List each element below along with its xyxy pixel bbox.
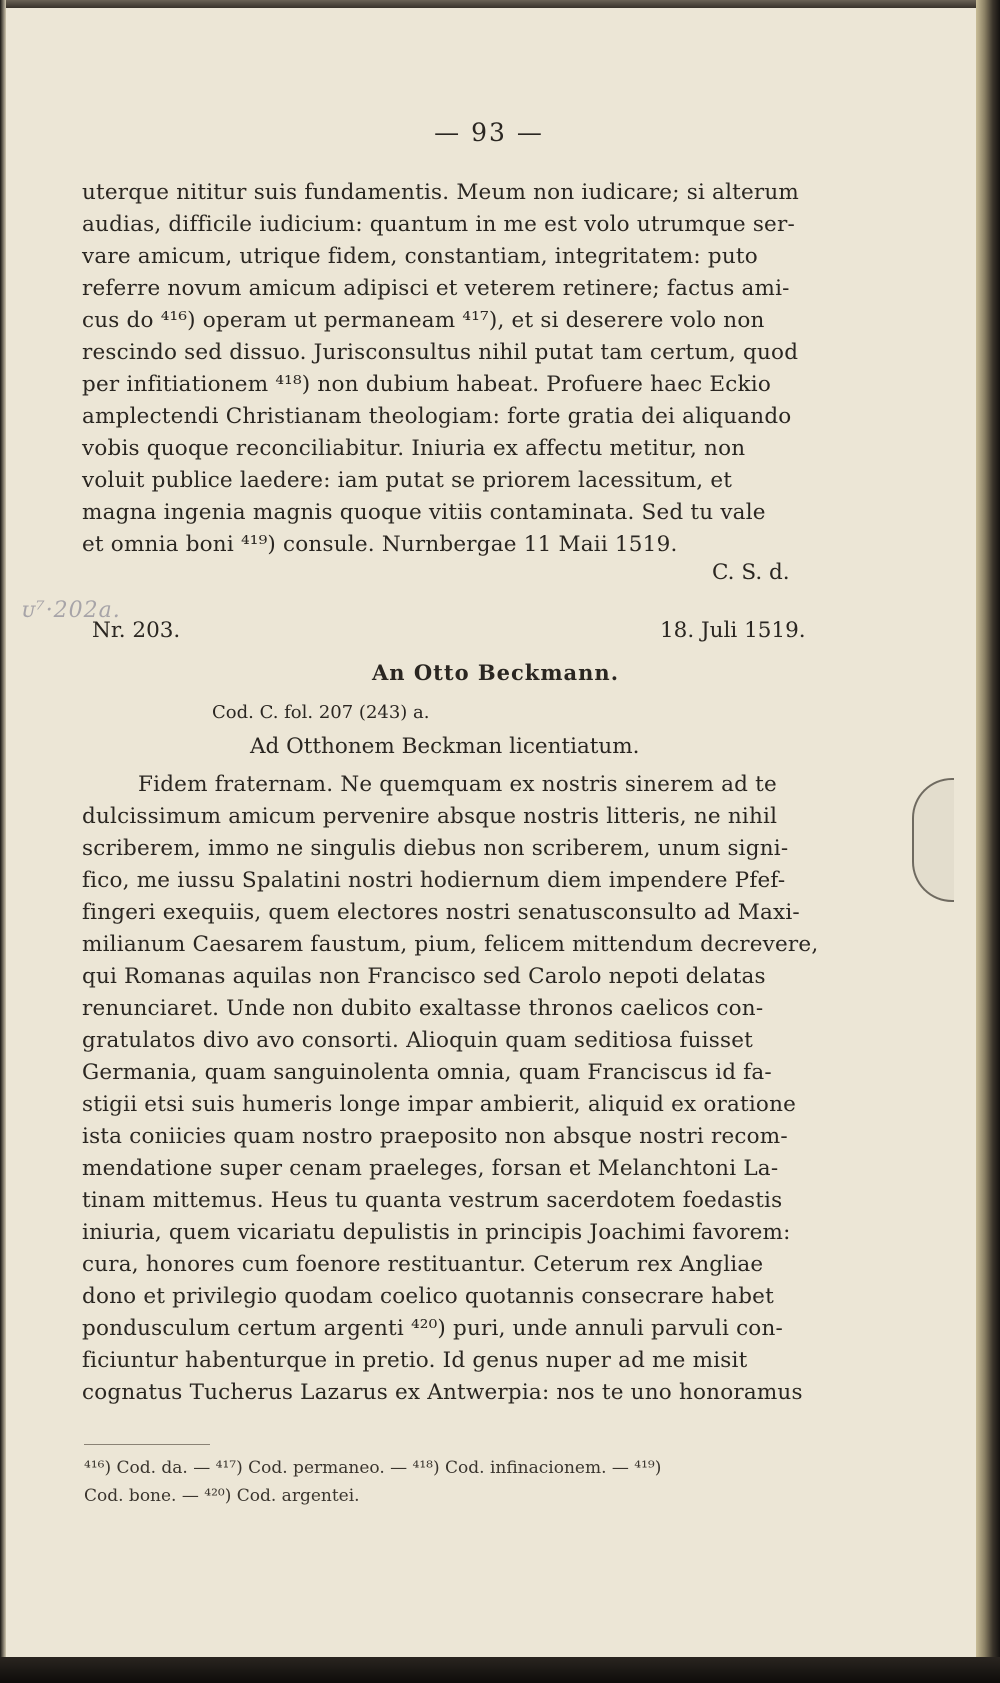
pencil-annotation: ᴜ⁷·202a. — [22, 598, 121, 623]
text-line: ista coniicies quam nostro praeposito non absque nostri recom- — [82, 1124, 788, 1149]
text-line: cura, honores cum foenore restituantur. Ceterum rex Angliae — [82, 1252, 764, 1277]
text-line: amplectendi Christianam theologiam: forte gratia dei aliquando — [82, 404, 792, 429]
text-line: cus do ⁴¹⁶) operam ut permaneam ⁴¹⁷), et si deserere volo non — [82, 308, 765, 333]
book-spine-edge — [976, 0, 1000, 1683]
text-line: stigii etsi suis humeris longe impar ambierit, aliquid ex oratione — [82, 1092, 797, 1117]
text-line: fico, me iussu Spalatini nostri hodiernum diem impendere Pfef- — [82, 868, 786, 893]
text-line: uterque nititur suis fundamentis. Meum non iudicare; si alterum — [82, 180, 800, 205]
text-line: tinam mittemus. Heus tu quanta vestrum sacerdotem foedastis — [82, 1188, 783, 1213]
text-line: et omnia boni ⁴¹⁹) consule. Nurnbergae 11 Maii 1519. — [82, 532, 678, 557]
footnote-rule — [84, 1444, 210, 1445]
text-line: scriberem, immo ne singulis diebus non scriberem, unum signi- — [82, 836, 789, 861]
footnote-line: Cod. bone. — ⁴²⁰) Cod. argentei. — [84, 1486, 360, 1506]
scan-bottom-edge — [0, 1657, 1000, 1683]
text-line: mendatione super cenam praeleges, forsan et Melanchtoni La- — [82, 1156, 779, 1181]
text-line: rescindo sed dissuo. Jurisconsultus nihil putat tam certum, quod — [82, 340, 799, 365]
text-line: iniuria, quem vicariatu depulistis in principis Joachimi favorem: — [82, 1220, 791, 1245]
page-clip — [912, 778, 954, 902]
text-line: audias, difficile iudicium: quantum in me est volo utrumque ser- — [82, 212, 795, 237]
scan-left-edge — [0, 0, 6, 1683]
text-line: Fidem fraternam. Ne quemquam ex nostris sinerem ad te — [138, 772, 777, 797]
text-line: voluit publice laedere: iam putat se priorem lacessitum, et — [82, 468, 733, 493]
text-line: magna ingenia magnis quoque vitiis contaminata. Sed tu vale — [82, 500, 766, 525]
text-line: dulcissimum amicum pervenire absque nostris litteris, ne nihil — [82, 804, 778, 829]
text-line: qui Romanas aquilas non Francisco sed Carolo nepoti delatas — [82, 964, 766, 989]
letter-heading: An Otto Beckmann. — [372, 660, 620, 685]
book-page — [0, 8, 978, 1658]
letter-date: 18. Juli 1519. — [660, 618, 806, 643]
text-line: fingeri exequiis, quem electores nostri senatusconsulto ad Maxi- — [82, 900, 800, 925]
text-line: renunciaret. Unde non dubito exaltasse thronos caelicos con- — [82, 996, 764, 1021]
text-line: Germania, quam sanguinolenta omnia, quam Franciscus id fa- — [82, 1060, 772, 1085]
signature: C. S. d. — [712, 560, 790, 585]
text-line: dono et privilegio quodam coelico quotannis consecrare habet — [82, 1284, 774, 1309]
letter-number: Nr. 203. — [92, 618, 181, 643]
footnote-line: ⁴¹⁶) Cod. da. — ⁴¹⁷) Cod. permaneo. — ⁴¹⁸) Cod. infinacionem. — ⁴¹⁹) — [84, 1458, 662, 1478]
text-line: pondusculum certum argenti ⁴²⁰) puri, unde annuli parvuli con- — [82, 1316, 783, 1341]
page-number: — 93 — — [434, 118, 544, 147]
text-line: vare amicum, utrique fidem, constantiam, integritatem: puto — [82, 244, 758, 269]
codex-reference: Cod. C. fol. 207 (243) a. — [212, 702, 430, 723]
text-line: gratulatos divo avo consorti. Alioquin quam seditiosa fuisset — [82, 1028, 753, 1053]
text-line: cognatus Tucherus Lazarus ex Antwerpia: nos te uno honoramus — [82, 1380, 803, 1405]
address-line: Ad Otthonem Beckman licentiatum. — [250, 734, 640, 759]
text-line: ficiuntur habenturque in pretio. Id genus nuper ad me misit — [82, 1348, 748, 1373]
text-line: referre novum amicum adipisci et veterem retinere; factus ami- — [82, 276, 790, 301]
text-line: vobis quoque reconciliabitur. Iniuria ex affectu metitur, non — [82, 436, 746, 461]
text-line: milianum Caesarem faustum, pium, felicem mittendum decrevere, — [82, 932, 819, 957]
text-line: per infitiationem ⁴¹⁸) non dubium habeat. Profuere haec Eckio — [82, 372, 771, 397]
